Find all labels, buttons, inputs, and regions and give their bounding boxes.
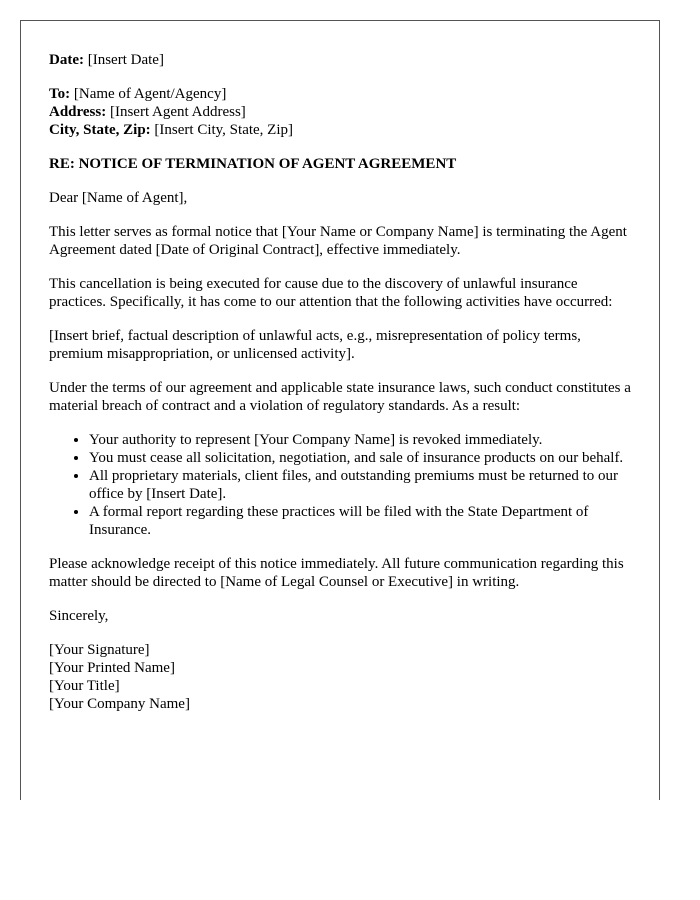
- to-value: [Name of Agent/Agency]: [73, 86, 227, 102]
- city-value: [Insert City, State, Zip]: [154, 122, 294, 138]
- salutation: Dear [Name of Agent],: [49, 190, 188, 206]
- date-line: [49, 51, 631, 69]
- to-line: [49, 85, 631, 103]
- recipient-block: [49, 85, 631, 139]
- consequences-list: [49, 431, 631, 539]
- address-value: [Insert Agent Address]: [109, 104, 246, 120]
- address-line: [49, 103, 631, 121]
- body-paragraph-1: This letter serves as formal notice that [Your Name or Company Name] is terminating the Agent Agreement dated [Date of Original Contract], effective immediately.: [49, 224, 627, 258]
- list-item: • A formal report regarding these practices will be filed with the State Department of Insurance.: [89, 503, 631, 539]
- company-name-line: [Your Company Name]: [49, 696, 190, 712]
- body-paragraph-4: Under the terms of our agreement and applicable state insurance laws, such conduct constitutes a material breach of contract and a violation of regulatory standards. As a result:: [49, 380, 631, 414]
- list-item: • All proprietary materials, client files, and outstanding premiums must be returned to our office by [Insert Date].: [89, 467, 631, 503]
- printed-name-line: [Your Printed Name]: [49, 660, 175, 676]
- address-label: Address:: [49, 104, 107, 120]
- date-value: [Insert Date]: [87, 52, 164, 68]
- subject-line: RE: NOTICE OF TERMINATION OF AGENT AGREEMENT: [49, 156, 457, 172]
- to-label: To:: [49, 86, 71, 102]
- city-label: City, State, Zip:: [49, 122, 151, 138]
- date-label: Date:: [49, 52, 84, 68]
- city-line: [49, 121, 631, 139]
- signature-block: [49, 641, 631, 713]
- title-line: [Your Title]: [49, 678, 120, 694]
- signature-line: [Your Signature]: [49, 642, 150, 658]
- list-item: • Your authority to represent [Your Company Name] is revoked immediately.: [89, 431, 631, 449]
- letter-page: [20, 20, 660, 800]
- closing-paragraph: Please acknowledge receipt of this notice immediately. All future communication regarding this matter should be directed to [Name of Legal Counsel or Executive] in writing.: [49, 556, 624, 590]
- list-item: • You must cease all solicitation, negotiation, and sale of insurance products on our behalf.: [89, 449, 631, 467]
- body-paragraph-3: [Insert brief, factual description of unlawful acts, e.g., misrepresentation of policy terms, premium misappropriation, or unlicensed activity].: [49, 328, 581, 362]
- sign-off: Sincerely,: [49, 608, 109, 624]
- body-paragraph-2: This cancellation is being executed for cause due to the discovery of unlawful insurance practices. Specifically, it has come to our attention that the following activities have occurred:: [49, 276, 613, 310]
